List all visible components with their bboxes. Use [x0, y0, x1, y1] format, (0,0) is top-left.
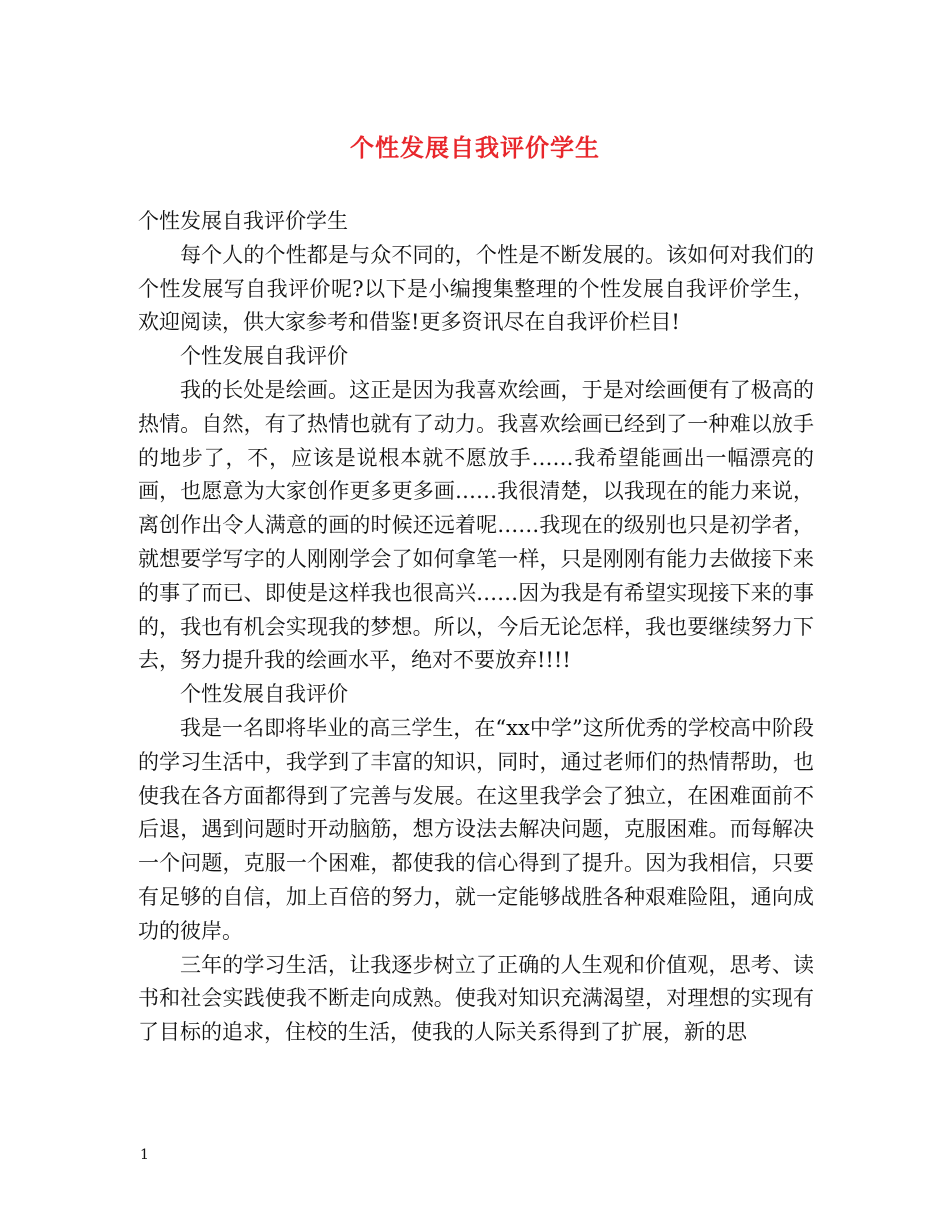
- section-heading: 个性发展自我评价: [180, 344, 348, 369]
- page-number: 1: [140, 1147, 149, 1163]
- paragraph-drawing: 我的长处是绘画。这正是因为我喜欢绘画，于是对绘画便有了极高的热情。自然，有了热情也就有了动力。我喜欢绘画已经到了一种难以放手的地步了，不，应该是说根本就不愿放手……我希望能画出一幅漂亮的画，也愿意为大家创作更多更多画……我很清楚，以我现在的能力来说，离创作出令人满意的画的时候还远着呢……我现在的级别也只是初学者，就想要学写字的人刚刚学会了如何拿笔一样，只是刚刚有能力去做接下来的事了而已、即使是这样我也很高兴……因为我是有希望实现接下来的事的，我也有机会实现我的梦想。所以，今后无论怎样，我也要继续努力下去，努力提升我的绘画水平，绝对不要放弃!!!!: [138, 377, 814, 673]
- paragraph-heading: 个性发展自我评价学生: [138, 209, 348, 233]
- paragraph-intro: 每个人的个性都是与众不同的，个性是不断发展的。该如何对我们的个性发展写自我评价呢?以下是小编搜集整理的个性发展自我评价学生，欢迎阅读，供大家参考和借鉴!更多资讯尽在自我评价栏目!: [138, 242, 814, 335]
- section-heading: 个性发展自我评价: [180, 682, 348, 707]
- document-title: 个性发展自我评价学生: [350, 133, 600, 162]
- paragraph-three-years: 三年的学习生活，让我逐步树立了正确的人生观和价值观，思考、读书和社会实践使我不断走向成熟。使我对知识充满渴望，对理想的实现有了目标的追求，住校的生活，使我的人际关系得到了扩展，新的思: [138, 952, 814, 1045]
- paragraph-school: 我是一名即将毕业的高三学生，在“xx中学”这所优秀的学校高中阶段的学习生活中，我学到了丰富的知识，同时，通过老师们的热情帮助，也使我在各方面都得到了完善与发展。在这里我学会了独立，在困难面前不后退，遇到问题时开动脑筋，想方设法去解决问题，克服困难。而每解决一个问题，克服一个困难，都使我的信心得到了提升。因为我相信，只要有足够的自信，加上百倍的努力，就一定能够战胜各种艰难险阻，通向成功的彼岸。: [138, 715, 814, 943]
- document-body: [138, 205, 814, 1050]
